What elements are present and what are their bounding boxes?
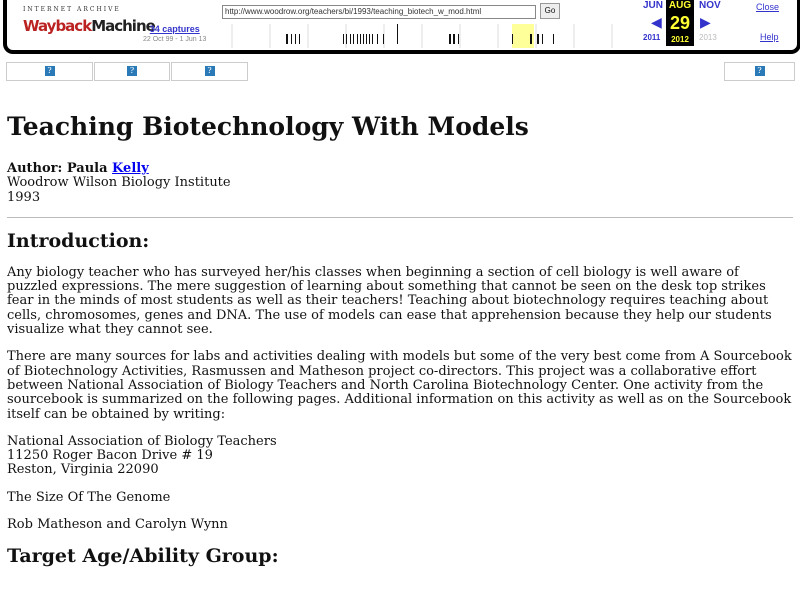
next-year[interactable]: 2013 [699,33,717,42]
capture-range: 22 Oct 99 - 1 Jun 13 [143,36,207,43]
missing-image-icon: ? [45,66,55,76]
next-month[interactable]: NOV [699,0,721,11]
address-line: 11250 Roger Bacon Drive # 19 [7,448,213,464]
page-title: Teaching Biotechnology With Models [7,112,529,141]
nav-button-3[interactable] [171,62,248,81]
prev-month[interactable]: JUN [643,0,664,11]
year-dividers [232,24,612,48]
address [7,435,793,478]
author-label: Author: Paula [7,161,113,176]
current-day: 29 [669,13,691,33]
intro-paragraph-2: There are many sources for labs and activities dealing with models but some of the very best come from A Sourcebook of Biotechnology Activities, Rasmussen and Matheson project co-directors. This project was a collaborative effort between National Association of Biology Teachers and North Carolina Biotechnology Center. One activity from the sourcebook is summarized on the following pages. Additional information on this activity as well as on the Sourcebook itself can be obtained by writing: [7,349,792,422]
close-link[interactable]: Close [756,2,780,12]
address-line: National Association of Biology Teachers [7,433,277,449]
nav-button-1[interactable] [6,62,93,81]
target-heading: Target Age/Ability Group: [7,545,279,568]
go-button[interactable]: Go [540,3,560,19]
divider [7,217,793,218]
missing-image-icon: ? [755,66,765,76]
nav-button-2[interactable] [94,62,170,81]
prev-arrow-icon[interactable]: ◀ [651,14,662,30]
captures-link[interactable]: 34 captures [149,24,200,34]
capture-sparkline[interactable] [222,24,642,48]
missing-image-icon: ? [205,66,215,76]
url-input[interactable]: http://www.woodrow.org/teachers/bi/1993/teaching_biotech_w_mod.html [222,5,536,19]
institute: Woodrow Wilson Biology Institute [7,175,231,191]
year: 1993 [7,189,41,205]
activity-title: The Size Of The Genome [7,489,171,505]
article [7,112,793,581]
logo-wordmark [23,18,155,35]
help-link[interactable]: Help [760,32,779,42]
logo-b: Machine [91,17,155,35]
logo-a: Wayback [23,17,92,35]
current-year: 2012 [671,35,689,44]
missing-image-icon: ? [127,66,137,76]
current-capture [666,0,694,46]
prev-year[interactable]: 2011 [643,33,661,42]
author-line [7,162,793,176]
next-arrow-icon[interactable]: ▶ [700,14,711,30]
current-month: AUG [668,0,692,11]
nav-button-4[interactable] [724,62,795,81]
activity-authors: Rob Matheson and Carolyn Wynn [7,517,228,533]
captures [143,23,206,44]
intro-paragraph-1: Any biology teacher who has surveyed her/his classes when beginning a section of cell biology is well aware of puzzled expressions. The mere suggestion of learning about something that cannot be seen on the desk top strikes fear in the minds of most students as well as their teachers! Teaching about biotechnology requires teaching about cells, chromosomes, genes and DNA. The use of models can ease that apprehension because they help our students visualize what they cannot see. [7,264,772,338]
wayback-logo[interactable] [23,6,155,35]
wayback-toolbar [3,0,800,54]
logo-text: INTERNET ARCHIVE [23,6,121,13]
intro-heading: Introduction: [7,229,150,252]
address-line: Reston, Virginia 22090 [7,462,159,478]
author-link[interactable]: Kelly [112,161,149,176]
